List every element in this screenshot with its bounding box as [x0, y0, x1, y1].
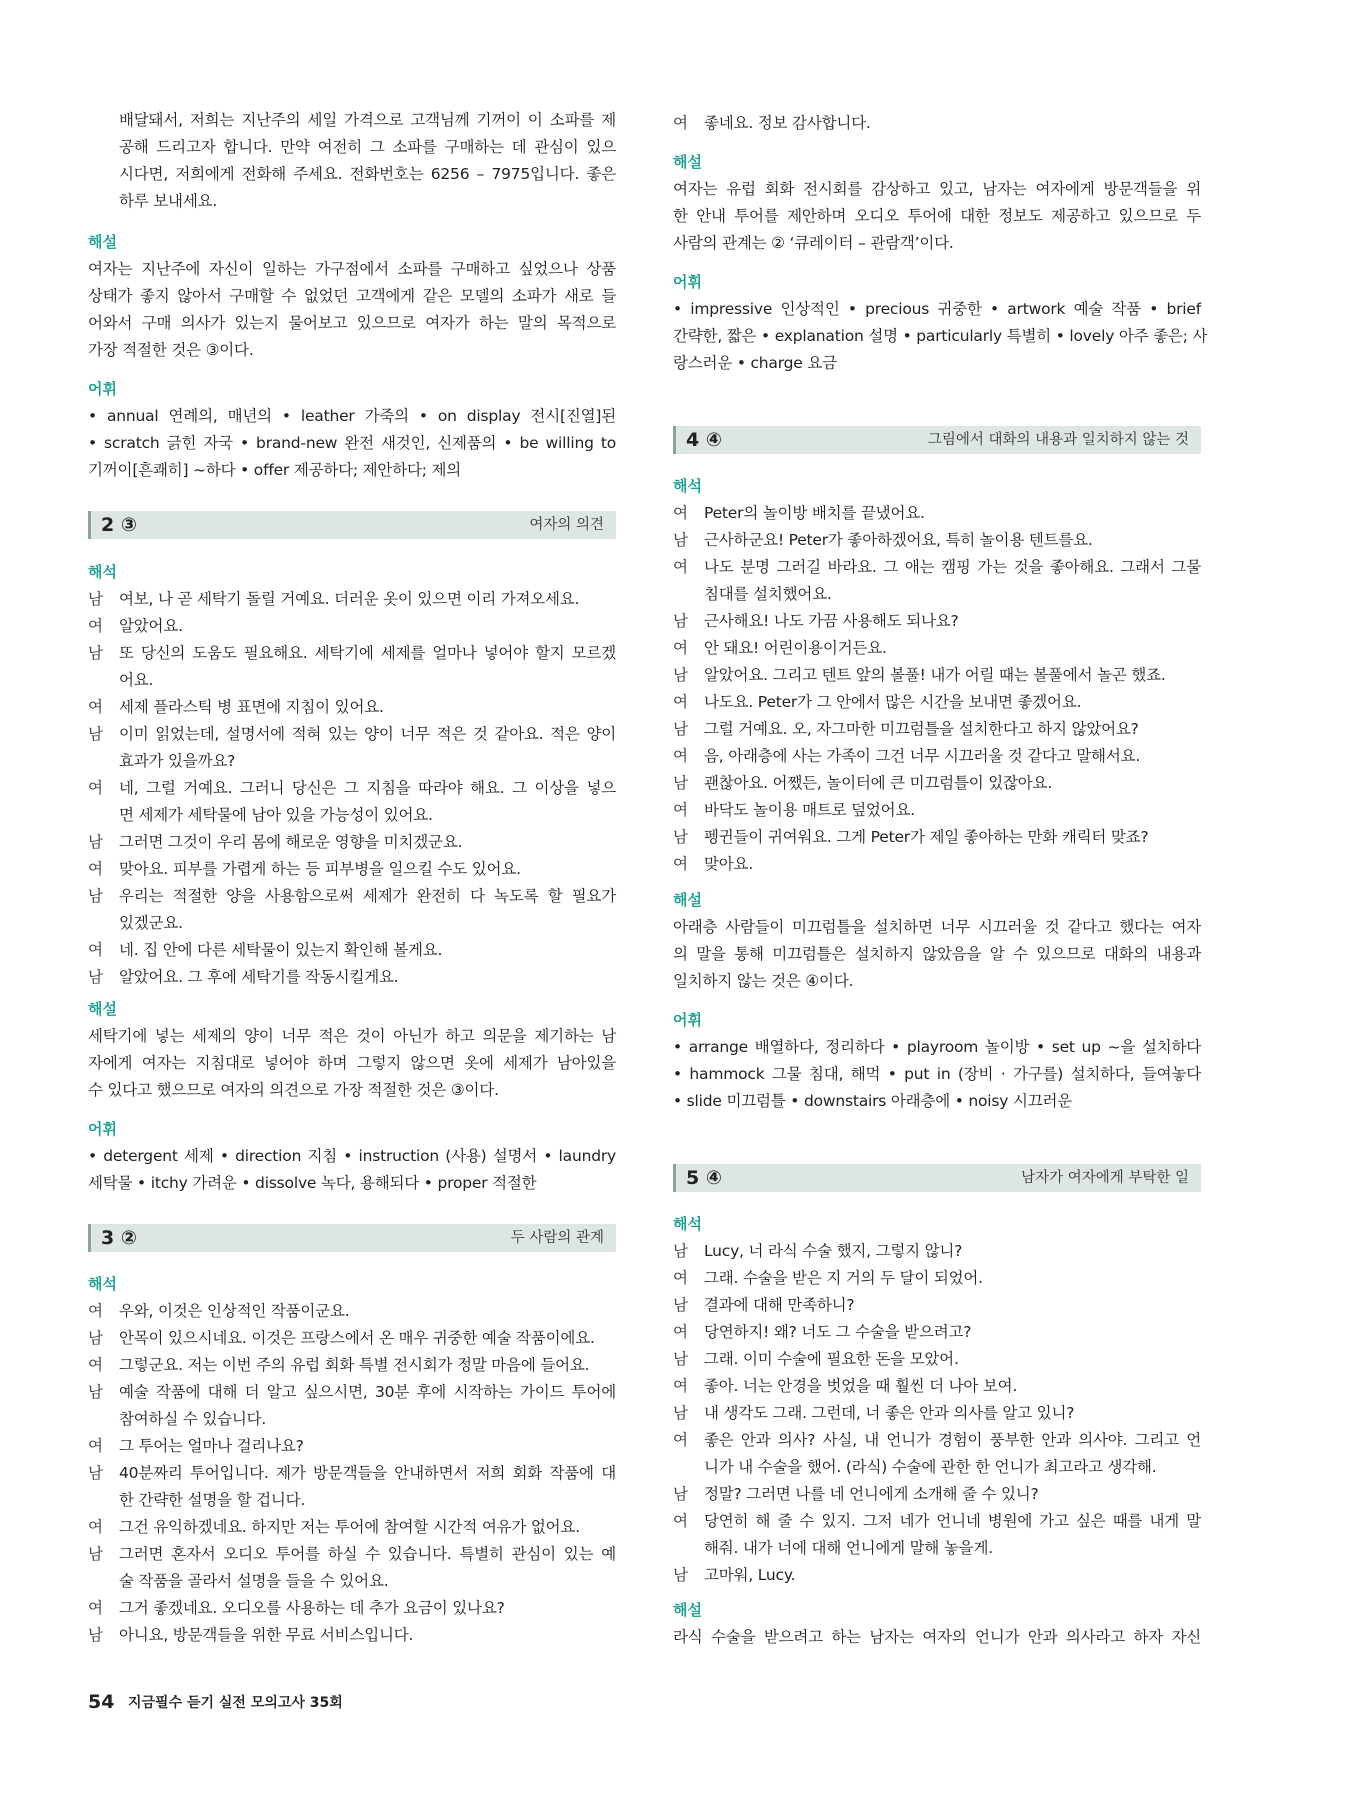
- vocab-line: 간략한, 짧은 • explanation 설명 • particularly 특별히 • lovely 아주 좋은; 사: [673, 327, 1208, 345]
- question-type: 남자가 여자에게 부탁한 일: [1021, 1170, 1189, 1186]
- section-heading: 어휘: [88, 380, 117, 398]
- question-number: 2 ③: [101, 514, 137, 536]
- speaker-label: 남: [673, 828, 688, 846]
- explanation-line: 라식 수술을 받으려고 하는 남자는 여자의 언니가 안과 의사라고 하자 자신: [673, 1628, 1201, 1646]
- speaker-label: 남: [88, 590, 103, 608]
- dialog-line: 안목이 있으시네요. 이것은 프랑스에서 온 매우 귀중한 예술 작품이에요.: [119, 1329, 595, 1347]
- question-number: 5 ④: [686, 1167, 722, 1189]
- speaker-label: 여: [673, 693, 688, 711]
- speaker-label: 여: [673, 504, 688, 522]
- explanation-line: 여자는 유럽 회화 전시회를 감상하고 있고, 남자는 여자에게 방문객들을 위: [673, 180, 1201, 198]
- dialog-line: 안 돼요! 어린이용이거든요.: [704, 639, 887, 657]
- dialog-line: 또 당신의 도움도 필요해요. 세탁기에 세제를 얼마나 넣어야 할지 모르겠: [119, 644, 616, 662]
- question-type: 두 사람의 관계: [510, 1230, 604, 1246]
- dialog-line: 알았어요.: [119, 617, 183, 635]
- explanation-line: 어와서 구매 의사가 있는지 물어보고 있으므로 여자가 하는 말의 목적으로: [88, 314, 616, 332]
- speaker-label: 여: [673, 1269, 688, 1287]
- speaker-label: 여: [88, 1599, 103, 1617]
- speaker-label: 여: [88, 1518, 103, 1536]
- vocab-line: • scratch 긁힌 자국 • brand-new 완전 새것인, 신제품의 • be willing to: [88, 434, 616, 452]
- speaker-label: 남: [673, 1242, 688, 1260]
- dialog-line: 그러면 혼자서 오디오 투어를 하실 수 있습니다. 특별히 관심이 있는 예: [119, 1545, 616, 1563]
- paragraph-line: 하루 보내세요.: [119, 192, 218, 210]
- question-number: 3 ②: [101, 1227, 137, 1249]
- speaker-label: 여: [673, 639, 688, 657]
- dialog-line: 그래. 이미 수술에 필요한 돈을 모았어.: [704, 1350, 959, 1368]
- dialog-line: 좋네요. 정보 감사합니다.: [704, 114, 871, 132]
- dialog-line: 고마워, Lucy.: [704, 1566, 796, 1584]
- section-heading: 해설: [673, 891, 702, 909]
- dialog-line: 괜찮아요. 어쨌든, 놀이터에 큰 미끄럼틀이 있잖아요.: [704, 774, 1053, 792]
- vocab-line: • detergent 세제 • direction 지침 • instruction (사용) 설명서 • laundry: [88, 1147, 616, 1165]
- question-bar: [673, 1164, 1201, 1192]
- dialog-line: 해줘. 내가 너에 대해 언니에게 말해 놓을게.: [704, 1539, 993, 1557]
- page-number: 54: [88, 1691, 115, 1713]
- explanation-line: 의 말을 통해 미끄럼틀은 설치하지 않았음을 알 수 있으므로 대화의 내용과: [673, 945, 1201, 963]
- dialog-line: 정말? 그러면 나를 네 언니에게 소개해 줄 수 있니?: [704, 1485, 1039, 1503]
- dialog-line: 네, 그럴 거예요. 그러니 당신은 그 지침을 따라야 해요. 그 이상을 넣으: [119, 779, 616, 797]
- speaker-label: 여: [673, 1431, 688, 1449]
- vocab-line: 기꺼이[흔쾌히] ~하다 • offer 제공하다; 제안하다; 제의: [88, 461, 462, 479]
- speaker-label: 남: [88, 887, 103, 905]
- speaker-label: 여: [88, 779, 103, 797]
- dialog-line: 참여하실 수 있습니다.: [119, 1410, 267, 1428]
- speaker-label: 여: [88, 698, 103, 716]
- speaker-label: 여: [673, 801, 688, 819]
- dialog-line: 알았어요. 그 후에 세탁기를 작동시킬게요.: [119, 968, 399, 986]
- dialog-line: 음, 아래층에 사는 가족이 그건 너무 시끄러울 것 같다고 말해서요.: [704, 747, 1141, 765]
- dialog-line: 나도 분명 그러길 바라요. 그 애는 캠핑 가는 것을 좋아해요. 그래서 그물: [704, 558, 1201, 576]
- vocab-line: • annual 연례의, 매년의 • leather 가죽의 • on display 전시[진열]된: [88, 407, 616, 425]
- section-heading: 어휘: [673, 1011, 702, 1029]
- dialog-line: 그럴 거예요. 오, 자그마한 미끄럼틀을 설치한다고 하지 않았어요?: [704, 720, 1139, 738]
- dialog-line: 내 생각도 그래. 그런데, 너 좋은 안과 의사를 알고 있니?: [704, 1404, 1075, 1422]
- question-bar: [673, 426, 1201, 454]
- speaker-label: 남: [88, 1329, 103, 1347]
- speaker-label: 남: [88, 1383, 103, 1401]
- dialog-line: 이미 읽었는데, 설명서에 적혀 있는 양이 너무 적은 것 같아요. 적은 양이: [119, 725, 616, 743]
- explanation-line: 자에게 여자는 지침대로 넣어야 하며 그렇지 않으면 옷에 세제가 남아있을: [88, 1054, 616, 1072]
- speaker-label: 여: [88, 617, 103, 635]
- dialog-line: 우와, 이것은 인상적인 작품이군요.: [119, 1302, 350, 1320]
- question-number: 4 ④: [686, 429, 722, 451]
- dialog-line: 당연하지! 왜? 너도 그 수술을 받으려고?: [704, 1323, 972, 1341]
- dialog-line: 그러면 그것이 우리 몸에 해로운 영향을 미치겠군요.: [119, 833, 463, 851]
- speaker-label: 여: [673, 1512, 688, 1530]
- dialog-line: 있겠군요.: [119, 914, 183, 932]
- speaker-label: 남: [88, 644, 103, 662]
- speaker-label: 여: [673, 1377, 688, 1395]
- vocab-line: • hammock 그물 침대, 해먹 • put in (장비 · 가구를) 설치하다, 들여놓다: [673, 1065, 1201, 1083]
- dialog-line: 그렇군요. 저는 이번 주의 유럽 회화 특별 전시회가 정말 마음에 들어요.: [119, 1356, 590, 1374]
- speaker-label: 여: [673, 558, 688, 576]
- dialog-line: 좋아. 너는 안경을 벗었을 때 훨씬 더 나아 보여.: [704, 1377, 1018, 1395]
- speaker-label: 여: [673, 855, 688, 873]
- dialog-line: 40분짜리 투어입니다. 제가 방문객들을 안내하면서 저희 회화 작품에 대: [119, 1464, 616, 1482]
- dialog-line: 맞아요.: [704, 855, 754, 873]
- dialog-line: 펭귄들이 귀여워요. 그게 Peter가 제일 좋아하는 만화 캐릭터 맞죠?: [704, 828, 1149, 846]
- explanation-line: 한 안내 투어를 제안하며 오디오 투어에 대한 정보도 제공하고 있으므로 두: [673, 207, 1201, 225]
- speaker-label: 여: [673, 1323, 688, 1341]
- question-type: 그림에서 대화의 내용과 일치하지 않는 것: [927, 432, 1189, 448]
- speaker-label: 여: [88, 941, 103, 959]
- section-heading: 어휘: [88, 1120, 117, 1138]
- dialog-line: 나도요. Peter가 그 안에서 많은 시간을 보내면 좋겠어요.: [704, 693, 1082, 711]
- speaker-label: 남: [673, 612, 688, 630]
- dialog-line: 면 세제가 세탁물에 남아 있을 가능성이 있어요.: [119, 806, 433, 824]
- dialog-line: 그래. 수술을 받은 지 거의 두 달이 되었어.: [704, 1269, 983, 1287]
- section-heading: 해설: [673, 1601, 702, 1619]
- section-heading: 해석: [673, 477, 702, 495]
- speaker-label: 여: [88, 1437, 103, 1455]
- explanation-line: 세탁기에 넣는 세제의 양이 너무 적은 것이 아닌가 하고 의문을 제기하는 남: [88, 1027, 616, 1045]
- dialog-line: 세제 플라스틱 병 표면에 지침이 있어요.: [119, 698, 384, 716]
- section-heading: 해석: [673, 1215, 702, 1233]
- speaker-label: 남: [673, 1404, 688, 1422]
- dialog-line: 예술 작품에 대해 더 알고 싶으시면, 30분 후에 시작하는 가이드 투어에: [119, 1383, 616, 1401]
- explanation-line: 수 있다고 했으므로 여자의 의견으로 가장 적절한 것은 ③이다.: [88, 1081, 499, 1099]
- dialog-line: 맞아요. 피부를 가렵게 하는 등 피부병을 일으킬 수도 있어요.: [119, 860, 521, 878]
- dialog-line: 아니요, 방문객들을 위한 무료 서비스입니다.: [119, 1626, 414, 1644]
- dialog-line: 여보, 나 곧 세탁기 돌릴 거예요. 더러운 옷이 있으면 이리 가져오세요.: [119, 590, 580, 608]
- question-bar: [88, 1224, 616, 1252]
- speaker-label: 남: [673, 1566, 688, 1584]
- explanation-line: 상태가 좋지 않아서 구매할 수 없었던 고객에게 같은 모델의 소파가 새로 들: [88, 287, 616, 305]
- vocab-line: 세탁물 • itchy 가려운 • dissolve 녹다, 용해되다 • proper 적절한: [88, 1174, 537, 1192]
- dialog-line: 침대를 설치했어요.: [704, 585, 832, 603]
- dialog-line: 한 간략한 설명을 할 겁니다.: [119, 1491, 306, 1509]
- paragraph-line: 시다면, 저희에게 전화해 주세요. 전화번호는 6256 – 7975입니다. 좋은: [119, 165, 616, 183]
- explanation-line: 일치하지 않는 것은 ④이다.: [673, 972, 854, 990]
- speaker-label: 남: [88, 1464, 103, 1482]
- dialog-line: 좋은 안과 의사? 사실, 내 언니가 경험이 풍부한 안과 의사야. 그리고 언: [704, 1431, 1201, 1449]
- dialog-line: 바닥도 놀이용 매트로 덮었어요.: [704, 801, 915, 819]
- section-heading: 해설: [673, 153, 702, 171]
- explanation-line: 아래층 사람들이 미끄럼틀을 설치하면 너무 시끄러울 것 같다고 했다는 여자: [673, 918, 1201, 936]
- section-heading: 해설: [88, 233, 117, 251]
- explanation-line: 가장 적절한 것은 ③이다.: [88, 341, 254, 359]
- speaker-label: 남: [673, 774, 688, 792]
- book-title: 지금필수 듣기 실전 모의고사 35회: [128, 1695, 343, 1711]
- dialog-line: 어요.: [119, 671, 154, 689]
- dialog-line: Lucy, 너 라식 수술 했지, 그렇지 않니?: [704, 1242, 963, 1260]
- dialog-line: 술 작품을 골라서 설명을 들을 수 있어요.: [119, 1572, 389, 1590]
- dialog-line: 그건 유익하겠네요. 하지만 저는 투어에 참여할 시간적 여유가 없어요.: [119, 1518, 580, 1536]
- speaker-label: 남: [88, 725, 103, 743]
- vocab-line: 랑스러운 • charge 요금: [673, 354, 837, 372]
- section-heading: 해석: [88, 563, 117, 581]
- explanation-line: 사람의 관계는 ② ‘큐레이터 – 관람객’이다.: [673, 234, 954, 252]
- question-bar: [88, 511, 616, 539]
- dialog-line: 근사하군요! Peter가 좋아하겠어요, 특히 놀이용 텐트를요.: [704, 531, 1093, 549]
- dialog-line: 결과에 대해 만족하니?: [704, 1296, 855, 1314]
- speaker-label: 남: [88, 833, 103, 851]
- speaker-label: 남: [673, 531, 688, 549]
- speaker-label: 여: [673, 747, 688, 765]
- section-heading: 해석: [88, 1275, 117, 1293]
- section-heading: 해설: [88, 1000, 117, 1018]
- speaker-label: 여: [88, 1356, 103, 1374]
- dialog-line: 그 투어는 얼마나 걸리나요?: [119, 1437, 304, 1455]
- speaker-label: 여: [88, 860, 103, 878]
- dialog-line: 우리는 적절한 양을 사용함으로써 세제가 완전히 다 녹도록 할 필요가: [119, 887, 616, 905]
- dialog-line: 근사해요! 나도 가끔 사용해도 되나요?: [704, 612, 959, 630]
- vocab-line: • impressive 인상적인 • precious 귀중한 • artwork 예술 작품 • brief: [673, 300, 1201, 318]
- speaker-label: 남: [673, 666, 688, 684]
- paragraph-line: 배달돼서, 저희는 지난주의 세일 가격으로 고객님께 기꺼이 이 소파를 제: [119, 111, 616, 129]
- speaker-label: 남: [673, 1485, 688, 1503]
- section-heading: 어휘: [673, 273, 702, 291]
- speaker-label: 남: [673, 1296, 688, 1314]
- vocab-line: • arrange 배열하다, 정리하다 • playroom 놀이방 • set up ~을 설치하다: [673, 1038, 1201, 1056]
- dialog-line: 니가 내 수술을 했어. (라식) 수술에 관한 한 언니가 최고라고 생각해.: [704, 1458, 1157, 1476]
- speaker-label: 남: [673, 720, 688, 738]
- speaker-label: 남: [88, 968, 103, 986]
- speaker-label: 여: [88, 1302, 103, 1320]
- speaker-label: 여: [673, 114, 688, 132]
- dialog-line: Peter의 놀이방 배치를 끝냈어요.: [704, 504, 925, 522]
- paragraph-line: 공해 드리고자 합니다. 만약 여전히 그 소파를 구매하는 데 관심이 있으: [119, 138, 616, 156]
- question-type: 여자의 의견: [529, 517, 604, 533]
- vocab-line: • slide 미끄럼틀 • downstairs 아래층에 • noisy 시끄러운: [673, 1092, 1073, 1110]
- speaker-label: 남: [88, 1545, 103, 1563]
- speaker-label: 남: [88, 1626, 103, 1644]
- dialog-line: 알았어요. 그리고 텐트 앞의 볼풀! 내가 어릴 때는 볼풀에서 놀곤 했죠.: [704, 666, 1166, 684]
- explanation-line: 여자는 지난주에 자신이 일하는 가구점에서 소파를 구매하고 싶었으나 상품: [88, 260, 616, 278]
- dialog-line: 네. 집 안에 다른 세탁물이 있는지 확인해 볼게요.: [119, 941, 443, 959]
- dialog-line: 그거 좋겠네요. 오디오를 사용하는 데 추가 요금이 있나요?: [119, 1599, 505, 1617]
- dialog-line: 당연히 해 줄 수 있지. 그저 네가 언니네 병원에 가고 싶은 때를 내게 말: [704, 1512, 1201, 1530]
- dialog-line: 효과가 있을까요?: [119, 752, 236, 770]
- speaker-label: 남: [673, 1350, 688, 1368]
